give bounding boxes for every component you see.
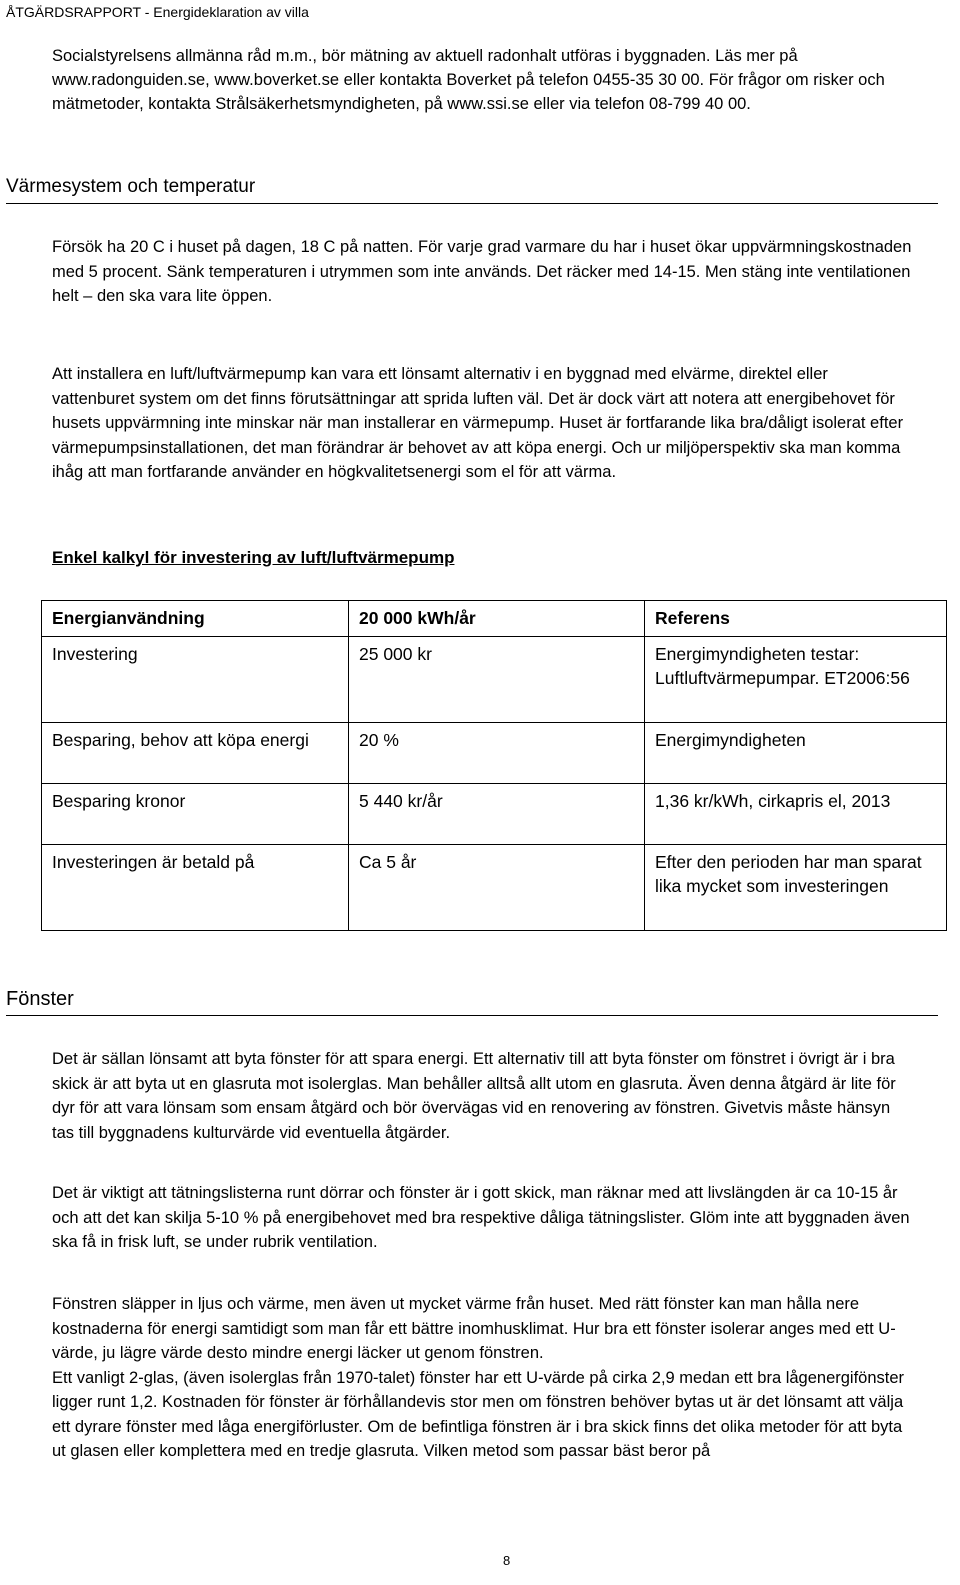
- calc-header-cell: Energianvändning: [42, 601, 349, 637]
- heating-section-title: Värmesystem och temperatur: [6, 176, 256, 197]
- calc-header-cell: Referens: [645, 601, 947, 637]
- document-header: ÅTGÄRDSRAPPORT - Energideklaration av villa: [6, 4, 309, 20]
- table-row: [42, 637, 947, 723]
- heating-paragraph-2-text: Att installera en luft/luftvärmepump kan vara ett lönsamt alternativ i en byggnad med elvärme, direktel eller vattenburet system om det finns förutsättningar att sprida luften väl. Det är dock värt att notera att energibehovet för husets uppvärmning inte minskar när man installerar en värmepump. Huset är fortfarande lika bra/dåligt isolerat efter värmepumpsinstallationen, det man förändrar är behovet av att köpa energi. Och ur miljöperspektiv ska man komma ihåg att man fortfarande använder en högkvalitetsenergi som el för att värma.: [52, 365, 904, 481]
- table-cell: 5 440 kr/år: [349, 784, 645, 845]
- windows-paragraph-1-text: Det är sällan lönsamt att byta fönster för att spara energi. Ett alternativ till att byta fönster om fönstret i övrigt är i bra skick är att byta ut en glasruta mot isolerglas. Man behåller alltså allt utom en glasruta. Även denna åtgärd är lite för dyr för att vara lönsam som ensam åtgärd och bör övervägas vid en renovering av fönstren. Givetvis måste hänsyn tas till byggnadens kulturvärde vid eventuella åtgärder.: [52, 1050, 896, 1142]
- table-cell: Besparing kronor: [42, 784, 349, 845]
- table-cell: Ca 5 år: [349, 845, 645, 931]
- heating-paragraph-2: [52, 362, 912, 485]
- windows-paragraph-3-text: Fönstren släpper in ljus och värme, men även ut mycket värme från huset. Med rätt fönster kan man hålla nere kostnaderna för energi samtidigt som man får ett bättre inomhusklimat. Hur bra ett fönster isolerar anges med ett U-värde, ju lägre värde desto mindre energi läcker ut genom fönstren.: [52, 1295, 896, 1362]
- table-cell: Investeringen är betald på: [42, 845, 349, 931]
- table-cell: 25 000 kr: [349, 637, 645, 723]
- table-cell: Energimyndigheten: [645, 723, 947, 784]
- heating-section-rule: [6, 203, 938, 204]
- calc-table-header-row: [42, 601, 947, 637]
- page-number: 8: [503, 1553, 511, 1568]
- table-row: [42, 784, 947, 845]
- calc-table: [41, 600, 947, 931]
- windows-paragraph-3: [52, 1292, 912, 1464]
- windows-paragraph-4-text: Ett vanligt 2-glas, (även isolerglas från 1970-talet) fönster har ett U-värde på cirka 2,9 medan ett bra lågenergifönster ligger runt 1,2. Kostnaden för fönster är förhållandevis stor men om fönstren behöver bytas ut är det lönsamt att välja ett dyrare fönster med låga energiförluster. Om de befintliga fönstren är i bra skick finns det olika metoder för att byta ut glasen eller komplettera med en tredje glasruta. Vilken metod som passar bäst beror på: [52, 1368, 905, 1460]
- windows-paragraph-2: [52, 1181, 912, 1255]
- heating-paragraph-1-text: Försök ha 20 C i huset på dagen, 18 C på natten. För varje grad varmare du har i huset ökar uppvärmningskostnaden med 5 procent. Sänk temperaturen i utrymmen som inte används. Det räcker med 14-15. Men stäng inte ventilationen helt – den ska vara lite öppen.: [52, 238, 912, 305]
- windows-section-rule: [6, 1015, 938, 1016]
- table-cell: Efter den perioden har man sparat lika mycket som investeringen: [645, 845, 947, 931]
- table-cell: 1,36 kr/kWh, cirkapris el, 2013: [645, 784, 947, 845]
- table-row: [42, 723, 947, 784]
- windows-paragraph-1: [52, 1047, 912, 1145]
- table-cell: 20 %: [349, 723, 645, 784]
- radon-note: Socialstyrelsens allmänna råd m.m., bör mätning av aktuell radonhalt utföras i byggnaden. Läs mer på www.radonguiden.se, www.boverket.se eller kontakta Boverket på telefon 0455-35 30 00. För frågor om risker och mätmetoder, kontakta Strålsäkerhetsmyndigheten, på www.ssi.se eller via telefon 08-799 40 00.: [52, 47, 885, 113]
- calc-header-cell: 20 000 kWh/år: [349, 601, 645, 637]
- windows-section-title: Fönster: [6, 988, 74, 1010]
- windows-paragraph-2-text: Det är viktigt att tätningslisterna runt dörrar och fönster är i gott skick, man räknar med att livslängden är ca 10-15 år och att det kan skilja 5-10 % på energibehovet med bra respektive dåliga tätningslister. Glöm inte att byggnaden även ska få in frisk luft, se under rubrik ventilation.: [52, 1184, 910, 1251]
- calc-title: Enkel kalkyl för investering av luft/luftvärmepump: [52, 548, 455, 567]
- table-cell: Energimyndigheten testar: Luftluftvärmepumpar. ET2006:56: [645, 637, 947, 723]
- table-row: [42, 845, 947, 931]
- heating-paragraph-1: [52, 235, 912, 309]
- table-cell: Besparing, behov att köpa energi: [42, 723, 349, 784]
- table-cell: Investering: [42, 637, 349, 723]
